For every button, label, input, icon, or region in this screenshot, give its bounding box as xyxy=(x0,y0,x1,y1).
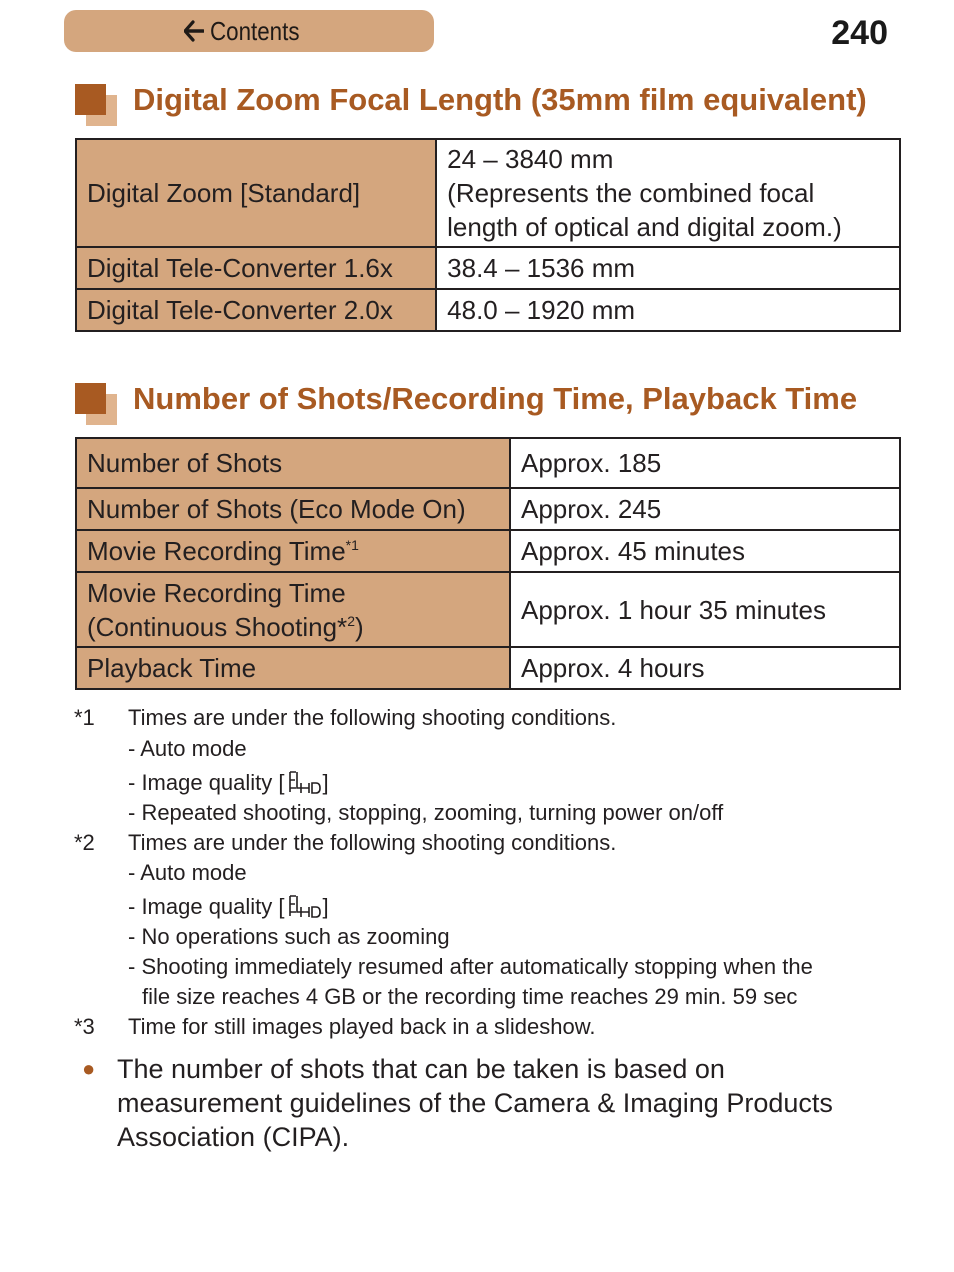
row-label: Movie Recording Time (Continuous Shooting*$^2$) xyxy=(76,572,510,647)
section-marker-icon xyxy=(75,84,119,128)
zoom-focal-length-table xyxy=(75,138,901,332)
shots-recording-table xyxy=(75,437,901,690)
row-value: Approx. 45 minutes xyxy=(510,530,900,572)
footnote-item: - Image quality [ ] xyxy=(128,893,329,925)
row-value: Approx. 1 hour 35 minutes xyxy=(510,572,900,647)
footnote-marker: *2 xyxy=(74,830,95,855)
section-marker-icon xyxy=(75,383,119,427)
row-label: Digital Tele-Converter 1.6x xyxy=(76,247,436,289)
row-value: Approx. 185 xyxy=(510,438,900,488)
footnote-item: - Auto mode xyxy=(128,736,247,761)
contents-button[interactable] xyxy=(64,10,434,52)
table-row xyxy=(76,438,900,488)
footnote-marker: *3 xyxy=(74,1014,95,1039)
table-row xyxy=(76,647,900,689)
page-number: 240 xyxy=(831,14,888,52)
row-value: 24 – 3840 mm (Represents the combined focal length of optical and digital zoom.) xyxy=(436,139,900,247)
footnote-text: Time for still images played back in a slideshow. xyxy=(128,1014,596,1039)
bullet-dot-icon: ● xyxy=(82,1056,96,1081)
footnote-ref: *1 xyxy=(345,537,359,553)
contents-label: Contents xyxy=(209,15,300,46)
row-label: Number of Shots (Eco Mode On) xyxy=(76,488,510,530)
row-value: Approx. 4 hours xyxy=(510,647,900,689)
footnote-item: - Repeated shooting, stopping, zooming, turning power on/off xyxy=(128,800,724,825)
row-value: Approx. 245 xyxy=(510,488,900,530)
table-row xyxy=(76,488,900,530)
footnote-ref: 2 xyxy=(347,612,355,629)
footnote-item: - Image quality [ ] xyxy=(128,769,329,801)
row-label: Number of Shots xyxy=(76,438,510,488)
table-row xyxy=(76,247,900,289)
footnote-marker: *1 xyxy=(74,705,95,730)
table-row xyxy=(76,530,900,572)
row-label: Playback Time xyxy=(76,647,510,689)
cipa-note-text: The number of shots that can be taken is based on measurement guidelines of the Camera & Imaging Products Association (CIPA). xyxy=(117,1054,833,1152)
table-row xyxy=(76,139,900,247)
row-label: Digital Zoom [Standard] xyxy=(76,139,436,247)
footnote-text: Times are under the following shooting conditions. xyxy=(128,705,617,730)
footnote-item: file size reaches 4 GB or the recording time reaches 29 min. 59 sec xyxy=(142,984,798,1009)
row-value: 48.0 – 1920 mm xyxy=(436,289,900,331)
arrow-left-icon xyxy=(184,20,204,42)
movie-quality-hd-icon xyxy=(287,769,323,801)
footnote-text: Times are under the following shooting conditions. xyxy=(128,830,617,855)
table-row xyxy=(76,289,900,331)
footnote-item: - No operations such as zooming xyxy=(128,924,450,949)
footnote-item: - Shooting immediately resumed after automatically stopping when the xyxy=(128,954,813,979)
row-label: Movie Recording Time$^{*1}$ xyxy=(76,530,510,572)
row-label: Digital Tele-Converter 2.0x xyxy=(76,289,436,331)
footnote-item: - Auto mode xyxy=(128,860,247,885)
row-value: 38.4 – 1536 mm xyxy=(436,247,900,289)
table-row xyxy=(76,572,900,647)
movie-quality-hd-icon xyxy=(287,893,323,925)
section-title-zoom: Digital Zoom Focal Length (35mm film equivalent) xyxy=(133,82,867,117)
section-title-shots: Number of Shots/Recording Time, Playback Time xyxy=(133,381,858,416)
